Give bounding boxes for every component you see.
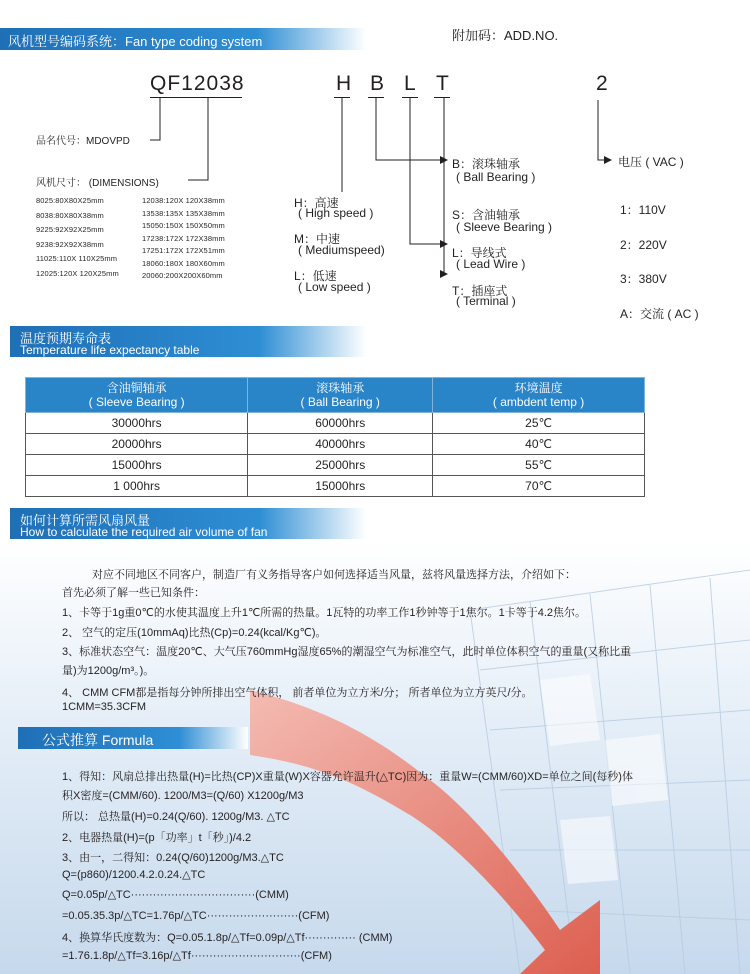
voltage-option: 3：380V	[620, 272, 667, 286]
header-cell	[248, 378, 433, 413]
table-cell: 40000hrs	[248, 434, 433, 455]
add-no-label: 附加码：ADD.NO.	[452, 28, 559, 43]
header-cn: 环境温度	[514, 381, 563, 395]
code-letter-l: L	[404, 72, 417, 95]
formula-line: 2、电器热量(H)=(p「功率」t「秒」)/4.2	[62, 832, 252, 844]
voltage-code: 2	[596, 72, 609, 95]
dimension-item: 18060:180X 180X60mm	[142, 258, 225, 268]
table-cell: 1 000hrs	[26, 476, 248, 497]
bearing-ball-en: ( Ball Bearing )	[456, 170, 536, 184]
dimension-item: 9225:92X92X25mm	[36, 225, 104, 234]
table-cell: 55℃	[433, 455, 645, 476]
formula-line: 1、得知：风扇总排出热量(H)=比热(CP)X重量(W)X容器允许温升(△TC)因为：重量W=(CMM/60)XD=单位之间(每秒)体	[62, 771, 633, 783]
table-cell: 30000hrs	[26, 413, 248, 434]
dimension-item: 17238:172X 172X38mm	[142, 233, 225, 243]
formula-line: Q=0.05p/△TC··································(CMM)	[62, 889, 289, 901]
voltage-title: 电压 ( VAC )	[618, 155, 684, 169]
speed-low-en: ( Low speed )	[298, 280, 371, 294]
speed-medium-cn: M：中速	[294, 232, 340, 246]
table-cell: 25℃	[433, 413, 645, 434]
code-letter-b: B	[370, 72, 386, 95]
dimension-item: 11025:110X 110X25mm	[36, 254, 118, 263]
airflow-intro: 对应不同地区不同客户，制造厂有义务指导客户如何选择适当风量，兹将风量选择方法，介绍如下：	[92, 569, 576, 581]
code-letter-h: H	[336, 72, 353, 95]
model-code: QF12038	[150, 72, 245, 95]
table-cell: 15000hrs	[26, 455, 248, 476]
dimensions-label: 风机尺寸： (DIMENSIONS)	[36, 178, 159, 189]
dimension-item: 9238:92X92X38mm	[36, 239, 104, 249]
table-row	[26, 476, 645, 497]
formula-line: 所以： 总热量(H)=0.24(Q/60). 1200g/M3. △TC	[62, 811, 290, 823]
header-cell	[433, 378, 645, 413]
life-section-title-cn: 温度预期寿命表	[20, 331, 112, 346]
speed-high-en: ( High speed )	[298, 206, 374, 220]
header-title: 风机型号编码系统：Fan type coding system	[8, 34, 263, 49]
table-cell: 40℃	[433, 434, 645, 455]
dimension-item: 12038:120X 120X38mm	[142, 196, 225, 205]
formula-line: Q=(p860)/1200.4.2.0.24.△TC	[62, 869, 206, 881]
dimensions-col2	[142, 196, 225, 284]
dimension-item: 8025:80X80X25mm	[36, 196, 104, 205]
formula-section-title: 公式推算 Formula	[42, 732, 154, 748]
lead-terminal-cn: T：插座式	[452, 284, 508, 298]
life-section-title-en: Temperature life expectancy table	[20, 343, 200, 357]
bearing-ball-cn: B：滚珠轴承	[452, 157, 521, 171]
airflow-item: 2、 空气的定压(10mmAq)比热(Cp)=0.24(kcal/Kg℃)。	[62, 627, 327, 639]
formula-line: 3、由一，二得知：0.24(Q/60)1200g/M3.△TC	[62, 852, 284, 864]
header-cell	[26, 378, 248, 413]
lead-wire-en: ( Lead Wire )	[456, 257, 526, 271]
header-cn: 滚珠轴承	[316, 381, 365, 395]
lead-terminal-en: ( Terminal )	[456, 294, 516, 308]
dimension-item: 13538:135X 135X38mm	[142, 208, 225, 218]
airflow-section-title-cn: 如何计算所需风扇风量	[20, 513, 151, 528]
bearing-sleeve-cn: S：含油轴承	[452, 208, 521, 222]
dimension-item: 17251:172X 172X51mm	[142, 246, 225, 255]
dimension-item: 8038:80X80X38mm	[36, 210, 104, 220]
table-cell: 25000hrs	[248, 455, 433, 476]
table-cell: 15000hrs	[248, 476, 433, 497]
life-table	[25, 377, 645, 497]
header-en: ( Ball Bearing )	[300, 395, 380, 409]
dimension-item: 20060:200X200X60mm	[142, 271, 223, 280]
formula-line: 4、换算华氏度数为：Q=0.05.1.8p/△Tf=0.09p/△Tf·············· (CMM)	[62, 932, 393, 944]
dimension-item: 12025:120X 120X25mm	[36, 268, 119, 278]
voltage-option: 1：110V	[620, 203, 666, 217]
speed-high-cn: H：高速	[294, 196, 339, 210]
airflow-lead: 首先必须了解一些已知条件：	[62, 587, 205, 599]
table-row	[26, 413, 645, 434]
table-cell: 70℃	[433, 476, 645, 497]
code-letter-t: T	[436, 72, 450, 95]
voltage-option: A：交流 ( AC )	[620, 307, 699, 321]
lead-wire-cn: L：导线式	[452, 246, 507, 260]
formula-line: 积X密度=(CMM/60). 1200/M3=(Q/60) X1200g/M3	[62, 790, 304, 802]
airflow-item: 4、 CMM CFM都是指每分钟所排出空气体积， 前者单位为立方米/分； 所者单位为立方英尺/分。	[62, 687, 533, 699]
header-en: ( ambdent temp )	[492, 395, 585, 409]
voltage-option: 2：220V	[620, 238, 667, 252]
airflow-item: 1、卡等于1g重0℃的水使其温度上升1℃所需的热量。1瓦特的功率工作1秒钟等于1焦尔。1卡等于4.2焦尔。	[62, 607, 587, 619]
airflow-item: 1CMM=35.3CFM	[62, 701, 147, 713]
table-cell: 20000hrs	[26, 434, 248, 455]
life-table-header	[26, 378, 645, 413]
dimensions-col1	[36, 196, 119, 283]
table-row	[26, 455, 645, 476]
airflow-item: 3、标准状态空气：温度20℃、大气压760mmHg湿度65%的潮湿空气为标准空气，此时单位体积空气的重量(又称比重	[62, 646, 632, 658]
airflow-item: 量)为1200g/m³。)。	[62, 665, 155, 677]
formula-line: =0.05.35.3p/△TC=1.76p/△TC·························(CFM)	[62, 910, 330, 922]
header-cn: 含油铜轴承	[106, 381, 167, 395]
product-code-label: 品名代号：MDOVPD	[36, 136, 130, 147]
dimension-item: 15050:150X 150X50mm	[142, 221, 225, 230]
speed-low-cn: L：低速	[294, 269, 337, 283]
table-cell: 60000hrs	[248, 413, 433, 434]
airflow-section-title-en: How to calculate the required air volume of fan	[20, 525, 268, 539]
table-row	[26, 434, 645, 455]
bearing-sleeve-en: ( Sleeve Bearing )	[456, 220, 553, 234]
header-en: ( Sleeve Bearing )	[88, 395, 185, 409]
formula-line: =1.76.1.8p/△Tf=3.16p/△Tf······························(CFM)	[62, 950, 332, 962]
speed-medium-en: ( Mediumspeed)	[298, 243, 385, 257]
